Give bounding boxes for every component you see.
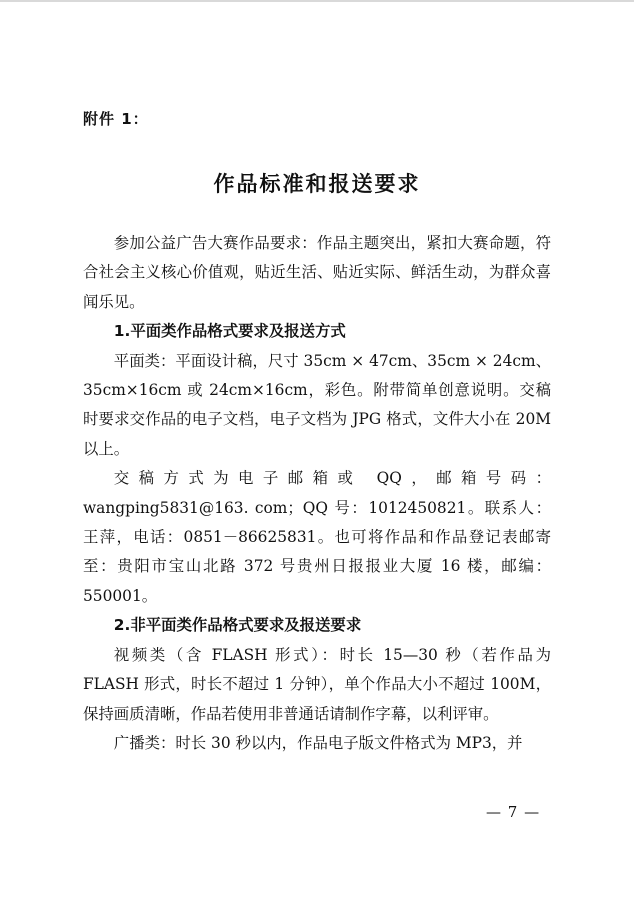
appendix-label: 附件 1：	[83, 110, 149, 128]
section-heading-nonprint: 2.非平面类作品格式要求及报送要求	[113, 616, 362, 635]
print-format-paragraph: 平面类：平面设计稿，尺寸 35cm × 47cm、35cm × 24cm、35cm×16cm 或 24cm×16cm，彩色。附带简单创意说明。交稿时要求交作品的电子文档，电子文档为 JPG 格式，文件大小在 20M 以上。	[83, 351, 551, 458]
page-number: — 7 —	[486, 803, 541, 821]
video-format-paragraph: 视频类（含 FLASH 形式）：时长 15—30 秒（若作品为 FLASH 形式，时长不超过 1 分钟），单个作品大小不超过 100M，保持画质清晰，作品若使用非普通话请制作字幕，以利评审。	[83, 645, 551, 723]
document-body	[83, 229, 551, 758]
submission-contact-paragraph: 交稿方式为电子邮箱或 QQ，邮箱号码：wangping5831@163. com；QQ 号：1012450821。联系人：王萍，电话：0851－86625831。也可将作品和作品登记表邮寄至：贵阳市宝山北路 372 号贵州日报报业大厦 16 楼，邮编：550001。	[83, 469, 551, 605]
intro-paragraph: 参加公益广告大赛作品要求：作品主题突出，紧扣大赛命题，符合社会主义核心价值观，贴近生活、贴近实际、鲜活生动，为群众喜闻乐见。	[83, 234, 551, 311]
page-title: 作品标准和报送要求	[213, 172, 421, 196]
radio-format-paragraph: 广播类：时长 30 秒以内，作品电子版文件格式为 MP3，并	[113, 733, 523, 752]
section-heading-print: 1.平面类作品格式要求及报送方式	[113, 322, 346, 341]
